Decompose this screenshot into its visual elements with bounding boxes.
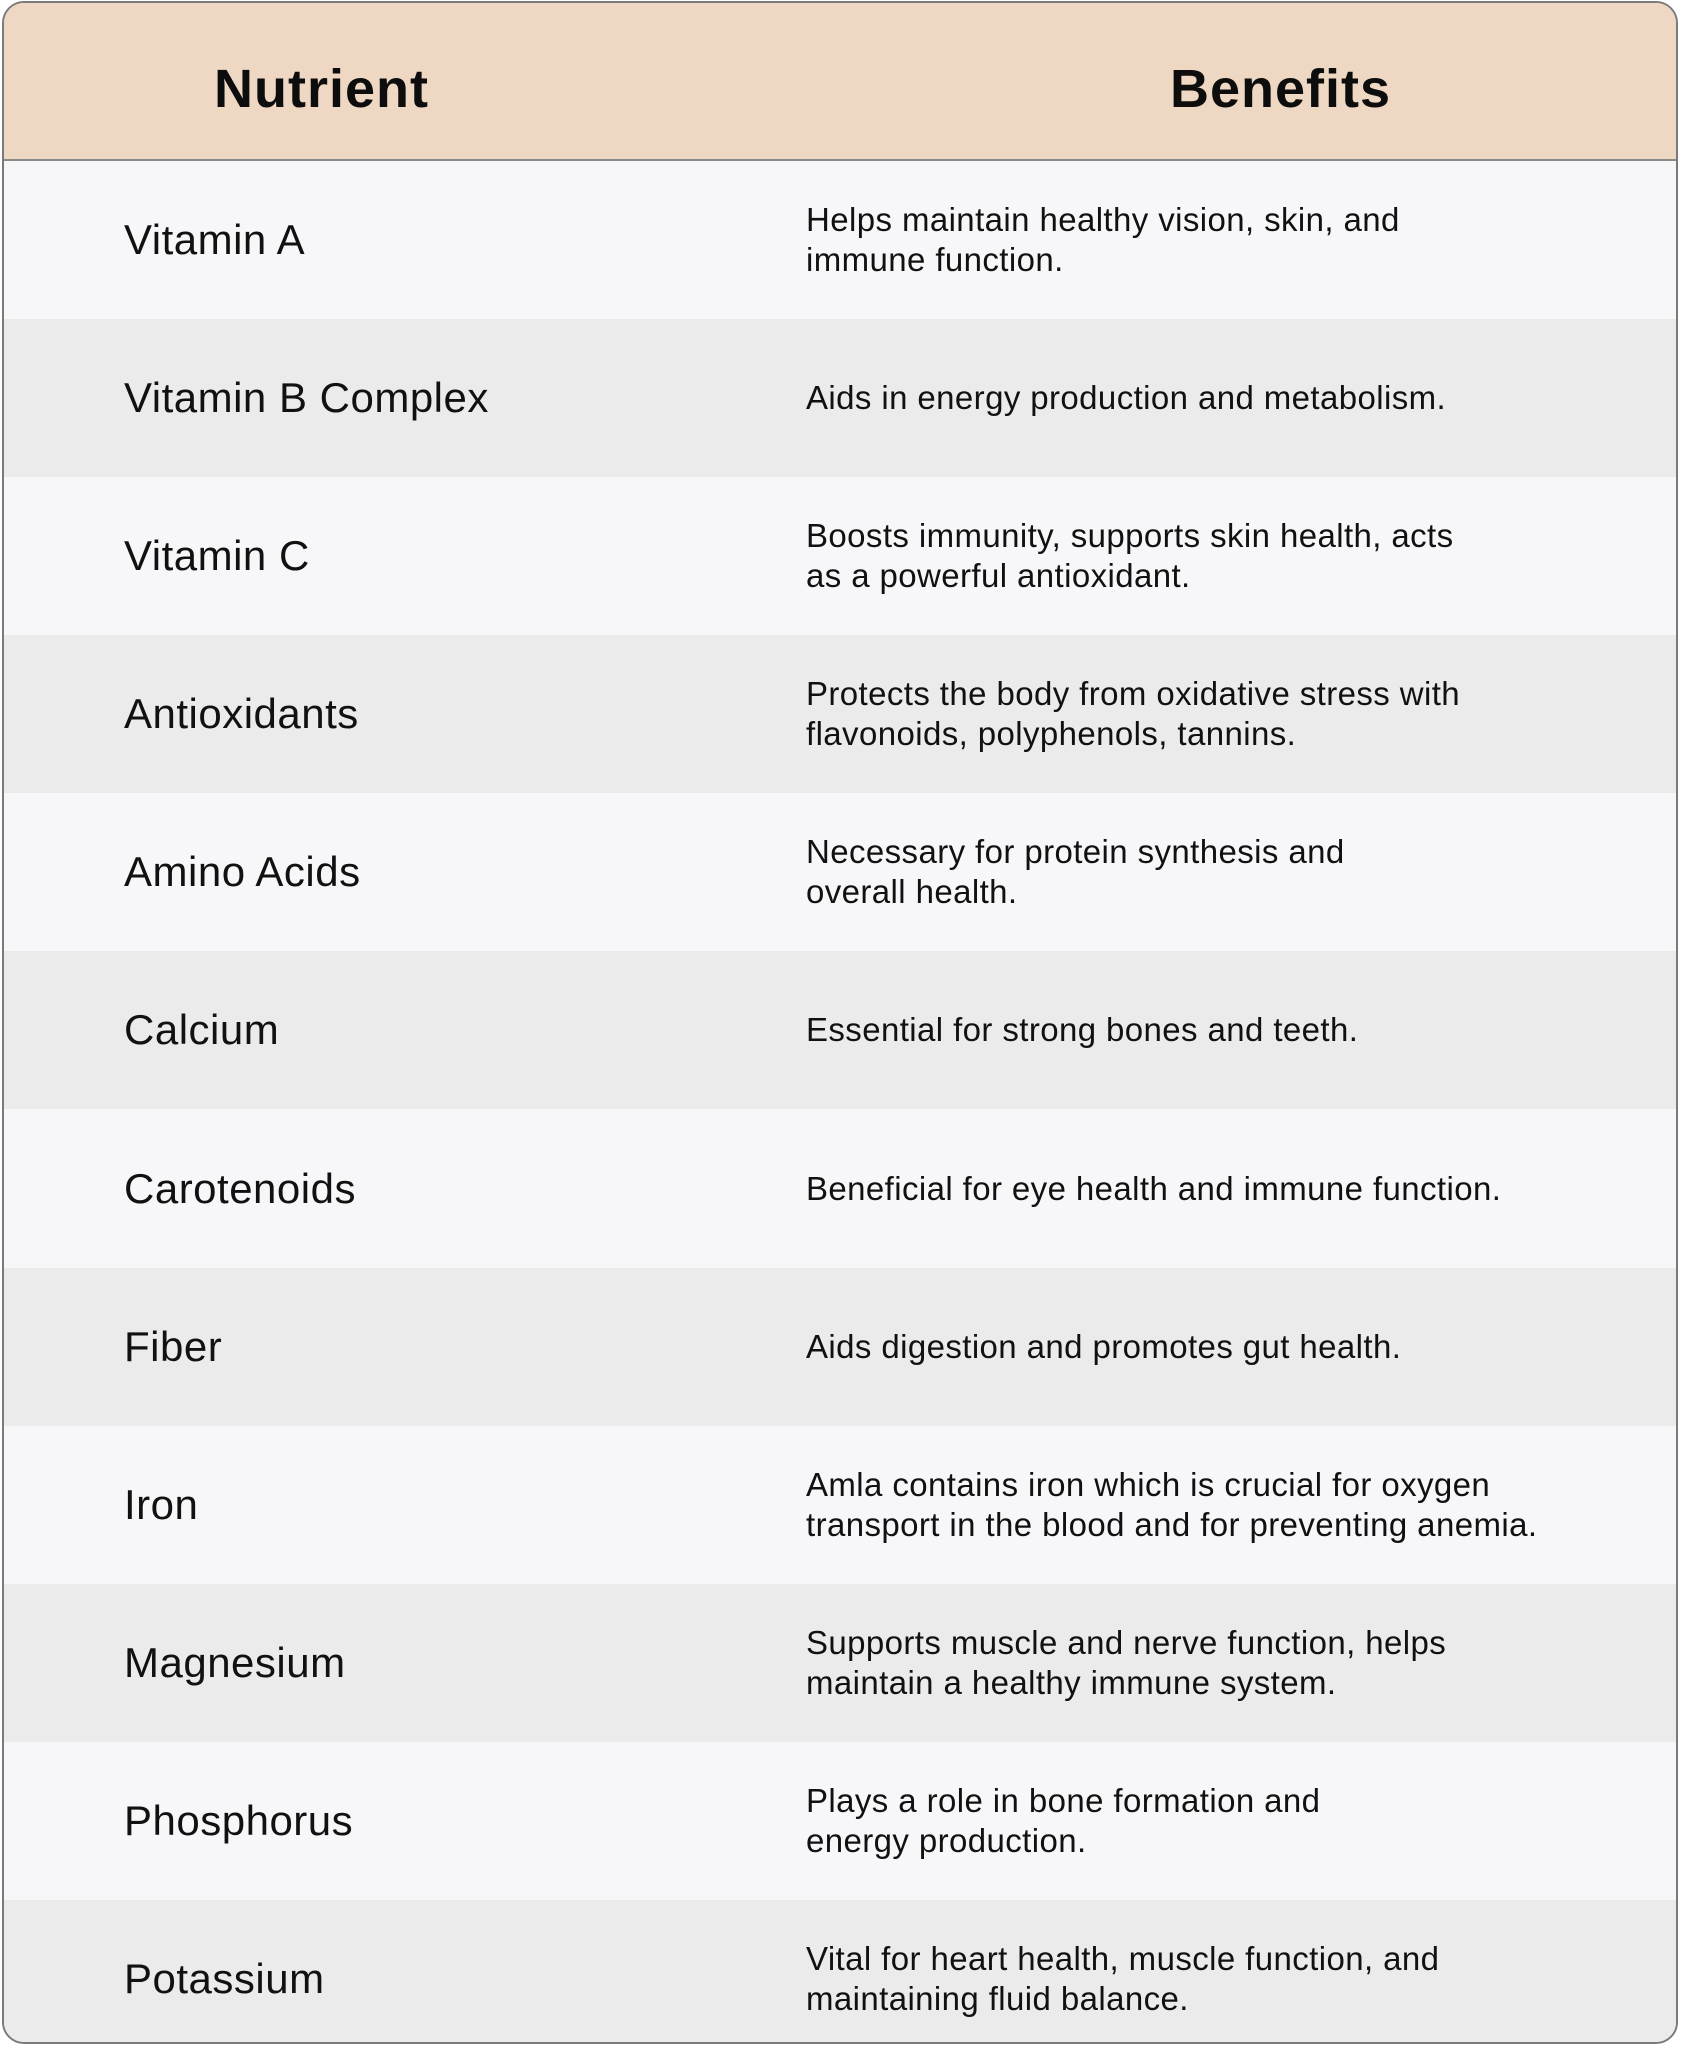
benefit-cell: Essential for strong bones and teeth. <box>806 1011 1359 1049</box>
table-row <box>4 477 1676 635</box>
table-row <box>4 1109 1676 1267</box>
table-row <box>4 951 1676 1109</box>
table-row <box>4 1584 1676 1742</box>
nutrient-cell: Fiber <box>124 1322 223 1370</box>
benefit-cell: Necessary for protein synthesis and overall health. <box>806 833 1345 911</box>
benefit-cell: Amla contains iron which is crucial for oxygen transport in the blood and for preventing anemia. <box>806 1465 1538 1543</box>
table-header <box>4 3 1676 161</box>
table-row <box>4 161 1676 319</box>
nutrient-cell: Potassium <box>124 1954 325 2002</box>
table-body <box>4 161 1676 2044</box>
benefit-cell: Aids digestion and promotes gut health. <box>806 1327 1402 1365</box>
nutrient-cell: Vitamin C <box>124 532 310 580</box>
benefit-cell: Helps maintain healthy vision, skin, and immune function. <box>806 201 1400 279</box>
benefit-cell: Boosts immunity, supports skin health, acts as a powerful antioxidant. <box>806 517 1454 595</box>
table-row <box>4 793 1676 951</box>
benefit-cell: Protects the body from oxidative stress with flavonoids, polyphenols, tannins. <box>806 675 1461 753</box>
table-row <box>4 635 1676 793</box>
nutrient-cell: Magnesium <box>124 1638 346 1686</box>
nutrient-cell: Calcium <box>124 1006 280 1054</box>
benefit-cell: Vital for heart health, muscle function, and maintaining fluid balance. <box>806 1939 1440 2017</box>
nutrient-cell: Vitamin B Complex <box>124 374 489 422</box>
table-row <box>4 1742 1676 1900</box>
benefit-cell: Beneficial for eye health and immune function. <box>806 1169 1502 1207</box>
table-row <box>4 319 1676 477</box>
nutrient-table <box>2 1 1678 2044</box>
benefit-cell: Plays a role in bone formation and energy production. <box>806 1781 1321 1859</box>
table-row <box>4 1426 1676 1584</box>
table-row <box>4 1268 1676 1426</box>
table-row <box>4 1900 1676 2044</box>
nutrient-cell: Phosphorus <box>124 1796 354 1844</box>
nutrient-cell: Iron <box>124 1480 199 1528</box>
benefit-cell: Aids in energy production and metabolism. <box>806 379 1447 417</box>
header-benefits: Benefits <box>1170 59 1392 119</box>
benefit-cell: Supports muscle and nerve function, helps maintain a healthy immune system. <box>806 1623 1447 1701</box>
nutrient-cell: Antioxidants <box>124 690 359 738</box>
nutrient-cell: Amino Acids <box>124 848 361 896</box>
nutrient-cell: Vitamin A <box>124 216 306 264</box>
header-nutrient: Nutrient <box>214 59 429 119</box>
nutrient-cell: Carotenoids <box>124 1164 356 1212</box>
